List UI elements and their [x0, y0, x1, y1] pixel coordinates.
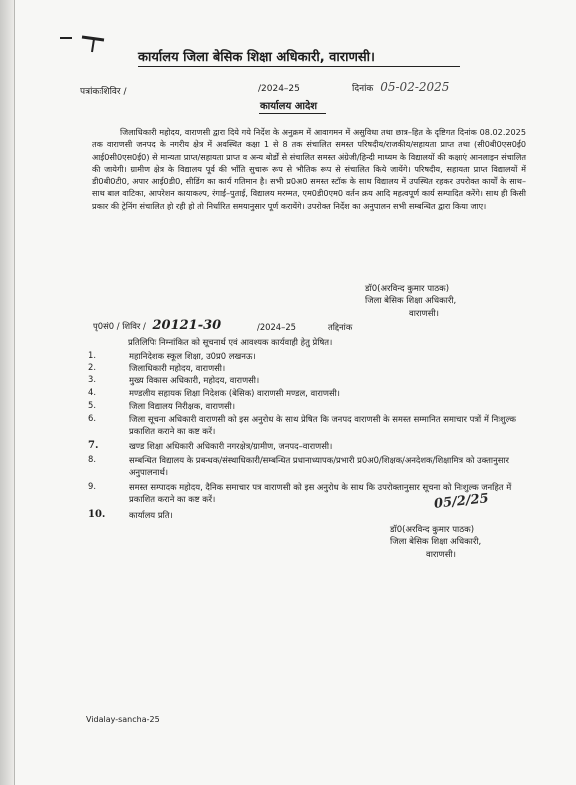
item-number: 9. [88, 481, 96, 491]
copy-intro: प्रतिलिपिः निम्नांकित को सूचनार्थ एवं आवश्यक कार्यवाही हेतु प्रेषित। [128, 337, 333, 347]
signatory-name: डॉ0(अरविन्द कुमार पाठक) [365, 284, 450, 294]
item-number: 1. [88, 350, 96, 360]
ref-year: /2024–25 [257, 322, 296, 332]
pen-mark-icon [58, 28, 118, 58]
office-title: कार्यालय जिला बेसिक शिक्षा अधिकारी, वाराणसी। [138, 50, 375, 65]
dinank-field [352, 80, 449, 94]
ref-tad-dinank: तद्दिनांक [328, 322, 353, 332]
signatory-place: वाराणसी। [409, 308, 439, 319]
patrank-label: पत्रांकःशिविर / [80, 87, 127, 97]
copy-reference [93, 318, 225, 333]
ref-number: 20121-30 [152, 318, 222, 333]
item-number: 5. [88, 400, 96, 410]
order-body [92, 126, 526, 212]
signature-block-2 [390, 524, 481, 561]
item-text: सम्बन्धित विद्यालय के प्रबन्धक/संस्थाधिकारी/सम्बन्धित प्रधानाध्यापक/प्रभारी प्र0अ0/शिक्षक/अनदेशक/शिक्षामित्र को उक्तानुसार अनुपालनार्थ। [129, 455, 509, 478]
item-text: जिलाधिकारी महोदय, वाराणसी। [129, 363, 226, 373]
order-title-underline [259, 113, 326, 114]
item-number: 4. [88, 387, 96, 397]
page-edge-shadow [0, 0, 14, 785]
signatory-place: वाराणसी। [426, 549, 456, 560]
session-year: /2024–25 [258, 84, 300, 94]
item-number: 8. [88, 454, 96, 464]
margin-line [14, 0, 15, 785]
dinank-value: 05-02-2025 [380, 80, 450, 94]
item-number: 2. [88, 362, 96, 372]
item-text: महानिदेशक स्कूल शिक्षा, उ0प्र0 लखनऊ। [129, 351, 256, 361]
item-text: मुख्य विकास अधिकारी, महोदय, वाराणसी। [129, 375, 260, 385]
ref-label: पृ0सं0 / शिविर / [93, 321, 146, 331]
item-number: 3. [88, 374, 96, 384]
item-text: जिला विद्यालय निरीक्षक, वाराणसी। [129, 401, 236, 411]
signatory-designation: जिला बेसिक शिक्षा अधिकारी, [365, 296, 457, 307]
footer-tag: Vidalay-sancha-25 [86, 715, 160, 724]
order-paragraph: जिलाधिकारी महोदय, वाराणसी द्वारा दिये गये निर्देश के अनुक्रम में आवागमन में असुविधा तथा छात्र–हित के दृष्टिगत दिनांक 08.02.2025 तक वाराणसी जनपद के नगरीय क्षेत्र में अवस्थित कक्षा 1 से 8 तक संचालित समस्त परिषदीय/राजकीय/सहायता प्राप्त तथा (सी0बी0एस0ई0 आई0सी0एस0ई0) से मान्यता प्राप्त/सहायता प्राप्त व अन्य बोर्डों से संचालित समस्त अंग्रेजी/हिन्दी माध्यम के विद्यालयों की कक्षाएं आनलाइन संचालित की जायेगी। ग्रामीण क्षेत्र के विद्यालय पूर्व की भाँति सुचारू रूप से भौतिक रूप से संचालित किये जायेंगे। परिषदीय, सहायता प्राप्त विद्यालयों में डी0बी0टी0, अपार आई0डी0, सीडिंग का कार्य गतिमान है। सभी प्र0अ0 समस्त स्टॉक के साथ विद्यालय में उपस्थित रहकर उपरोक्त कार्यों के साथ–साथ बाल वाटिका, आपरेशन कायाकल्प, रंगाई–पुताई, विद्यालय मरम्मत, एम0डी0एम0 वर्तन क्रय आदि महत्वपूर्ण कार्य सम्पादित करेंगे। साथ ही किसी प्रकार की ट्रेनिंग संचालित हो रही हो तो निर्धारित समयानुसार पूर्ण करायेंगे। उपरोक्त निर्देश का अनुपालन सभी सम्बन्धित द्वारा किया जाए। [92, 127, 526, 211]
signatory-name: डॉ0(अरविन्द कुमार पाठक) [390, 525, 475, 535]
handwritten-initials-date: 05/2/25 [433, 491, 490, 512]
item-text: कार्यालय प्रति। [129, 510, 173, 520]
item-number: 6. [88, 413, 96, 423]
item-number: 10. [88, 509, 106, 520]
title-underline [138, 66, 460, 67]
item-text: समस्त सम्पादक महोदय, दैनिक समाचार पत्र वाराणसी को इस अनुरोध के साथ कि उपरोक्तानुसार सूचना को निःशुल्क जनहित में प्रकाशित कराने का कष्ट करें। [129, 482, 512, 505]
item-text: जिला सूचना अधिकारी वाराणसी को इस अनुरोध के साथ प्रेषित कि जनपद वाराणसी के समस्त सम्मानित समाचार पत्रों में निःशुल्क प्रकाशित कराने का कष्ट करें। [129, 414, 516, 437]
item-text: खण्ड शिक्षा अधिकारी अधिकारी नगरक्षेत्र/ग्रामीण, जनपद–वाराणसी। [129, 441, 333, 451]
dinank-label: दिनांक [352, 84, 374, 94]
order-title: कार्यालय आदेश [260, 101, 318, 112]
signature-block-1 [365, 283, 456, 320]
item-number: 7. [88, 440, 99, 451]
signatory-designation: जिला बेसिक शिक्षा अधिकारी, [390, 537, 482, 548]
item-text: मण्डलीय सहायक शिक्षा निदेशक (बेसिक) वाराणसी मण्डल, वाराणसी। [129, 388, 340, 398]
